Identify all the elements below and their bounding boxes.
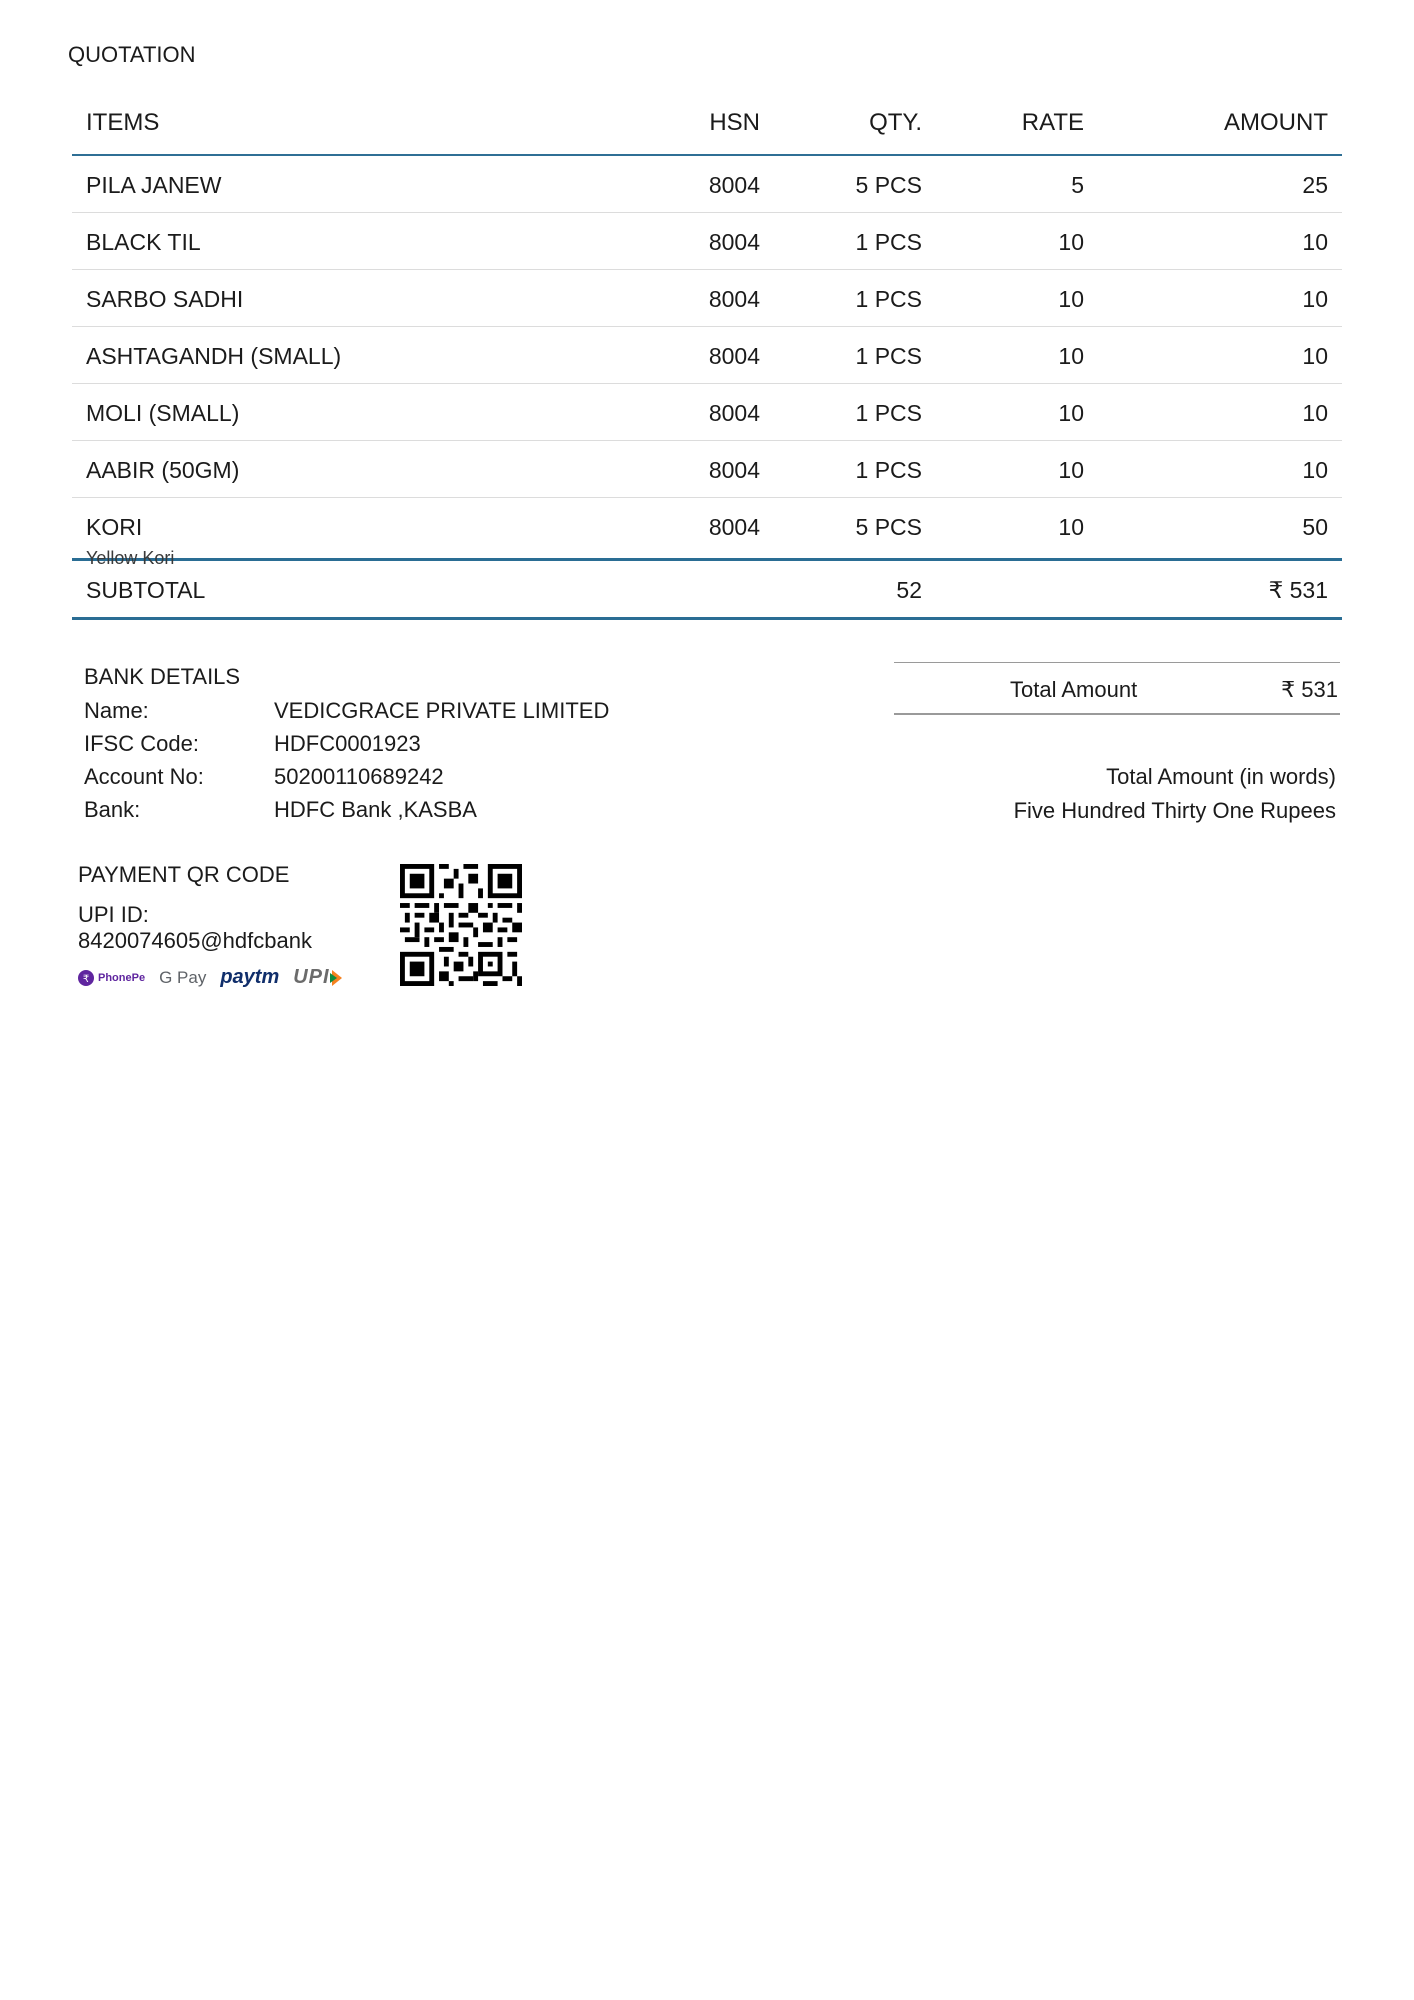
- words-value: Five Hundred Thirty One Rupees: [1013, 798, 1336, 823]
- bank-details: [84, 664, 609, 826]
- item-name: BLACK TIL: [86, 229, 201, 255]
- item-rate: 10: [1058, 286, 1084, 312]
- ifsc-row: [84, 727, 609, 760]
- item-hsn: 8004: [708, 343, 760, 369]
- item-qty: 1 PCS: [855, 286, 922, 312]
- account-value: 50200110689242: [274, 763, 444, 789]
- item-rate: 10: [1058, 400, 1084, 426]
- item-rate: 10: [1058, 229, 1084, 255]
- header-amount: AMOUNT: [1224, 109, 1328, 136]
- bank-name-value: VEDICGRACE PRIVATE LIMITED: [274, 697, 610, 723]
- item-qty: 1 PCS: [855, 229, 922, 255]
- upi-logo-icon: [293, 966, 341, 989]
- table-row: [72, 384, 1342, 441]
- item-hsn: 8004: [708, 286, 760, 312]
- svg-text:₹: ₹: [82, 973, 90, 985]
- item-qty: 5 PCS: [855, 514, 922, 540]
- payment-qr-code: [400, 864, 522, 986]
- ifsc-label: IFSC Code:: [84, 730, 199, 756]
- total-amount-value: ₹ 531: [1281, 677, 1338, 702]
- amount-in-words: [1014, 760, 1336, 828]
- table-row: [72, 498, 1342, 568]
- item-amount: 10: [1302, 286, 1328, 312]
- table-row: [72, 441, 1342, 498]
- item-name: PILA JANEW: [86, 172, 222, 198]
- document-title: QUOTATION: [68, 42, 196, 67]
- item-hsn: 8004: [708, 400, 760, 426]
- item-rate: 10: [1058, 457, 1084, 483]
- item-amount: 10: [1302, 229, 1328, 255]
- payment-section: [78, 862, 342, 989]
- header-hsn: HSN: [709, 109, 760, 136]
- account-label: Account No:: [84, 763, 204, 789]
- item-hsn: 8004: [708, 457, 760, 483]
- table-row: [72, 156, 1342, 213]
- item-description: Yellow Kori: [86, 548, 175, 568]
- bank-label: Bank:: [84, 796, 141, 822]
- item-hsn: 8004: [708, 514, 760, 540]
- table-row: [72, 327, 1342, 384]
- header-qty: QTY.: [869, 109, 922, 136]
- table-header: [72, 92, 1342, 156]
- words-label: Total Amount (in words): [1106, 764, 1336, 789]
- item-rate: 5: [1071, 172, 1084, 198]
- item-qty: 1 PCS: [855, 343, 922, 369]
- item-name: SARBO SADHI: [86, 286, 244, 312]
- upi-label: UPI ID:: [78, 902, 149, 927]
- item-name: MOLI (SMALL): [86, 400, 240, 426]
- phonepe-logo-icon: [78, 970, 145, 986]
- bank-value: HDFC Bank ,KASBA: [274, 796, 477, 822]
- item-qty: 5 PCS: [855, 172, 922, 198]
- item-qty: 1 PCS: [855, 400, 922, 426]
- subtotal-label: SUBTOTAL: [86, 577, 206, 603]
- table-row: [72, 213, 1342, 270]
- bank-row: [84, 793, 609, 826]
- item-hsn: 8004: [708, 172, 760, 198]
- gpay-logo-icon: G Pay: [159, 967, 207, 987]
- items-table: [72, 92, 1342, 620]
- subtotal-amount: ₹ 531: [1268, 577, 1328, 603]
- payment-app-logos: [78, 966, 342, 989]
- item-amount: 10: [1302, 400, 1328, 426]
- item-amount: 50: [1302, 514, 1328, 540]
- item-name: AABIR (50GM): [86, 457, 240, 483]
- item-amount: 10: [1302, 343, 1328, 369]
- subtotal-row: [72, 561, 1342, 620]
- table-row: [72, 270, 1342, 327]
- upi-logo-text: UPI: [293, 966, 330, 988]
- item-rate: 10: [1058, 343, 1084, 369]
- header-items: ITEMS: [86, 109, 160, 136]
- item-qty: 1 PCS: [855, 457, 922, 483]
- paytm-logo-icon: paytm: [220, 966, 280, 988]
- payment-qr-title: PAYMENT QR CODE: [78, 862, 290, 887]
- upi-id: 8420074605@hdfcbank: [78, 928, 312, 953]
- ifsc-value: HDFC0001923: [274, 730, 421, 756]
- bank-name-row: [84, 694, 609, 727]
- phonepe-logo-text: PhonePe: [98, 971, 146, 984]
- item-rate: 10: [1058, 514, 1084, 540]
- account-row: [84, 760, 609, 793]
- header-rate: RATE: [1021, 109, 1084, 136]
- item-amount: 10: [1302, 457, 1328, 483]
- item-name: KORI: [86, 514, 143, 540]
- item-hsn: 8004: [708, 229, 760, 255]
- item-amount: 25: [1302, 172, 1328, 198]
- total-amount-label: Total Amount: [1010, 677, 1138, 702]
- item-name: ASHTAGANDH (SMALL): [86, 343, 342, 369]
- bank-name-label: Name:: [84, 697, 149, 723]
- total-amount-box: [894, 662, 1340, 715]
- subtotal-qty: 52: [896, 577, 922, 603]
- bank-details-heading: BANK DETAILS: [84, 664, 241, 689]
